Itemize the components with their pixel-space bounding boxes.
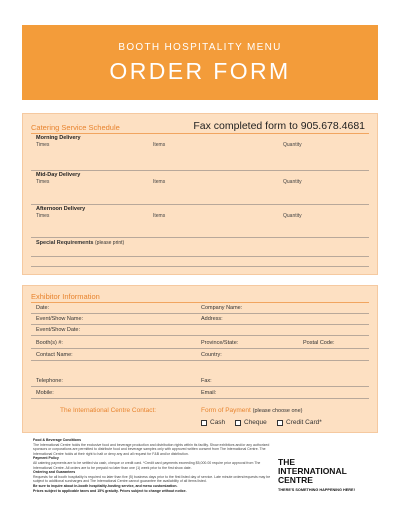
company-name-label: Company Name: bbox=[201, 305, 243, 311]
fax-label: Fax: bbox=[201, 378, 212, 384]
credit-card-option[interactable]: Credit Card* bbox=[277, 419, 322, 426]
terms-and-conditions bbox=[33, 438, 273, 493]
catering-schedule-panel bbox=[22, 113, 378, 275]
items-column-label: Items bbox=[153, 142, 166, 148]
form-header bbox=[22, 25, 378, 100]
country-label: Country: bbox=[201, 352, 222, 358]
cash-option[interactable]: Cash bbox=[201, 419, 225, 426]
cheque-checkbox[interactable] bbox=[235, 420, 241, 426]
terms-text: All catering payments are to be settled via cash, cheque or credit card. *Credit card payments exceeding $5,000.00 require prior approval from The International Centre. All orders are to be prepaid no later than one (1) week prior to the first show date. bbox=[33, 460, 261, 470]
province-label: Province/State: bbox=[201, 340, 239, 346]
terms-text: The International Centre holds the exclusive food and beverage production and distribution rights within its facility. Show exhibitors and/or any authorized sponsors or corporations are permitted to distribute food and beverage samples only with approved written consent from The International Centre. The International Centre holds at their right to halt or deny any and all request for F&B and/or distribution. bbox=[33, 442, 270, 456]
telephone-label: Telephone: bbox=[36, 378, 63, 384]
morning-delivery-line[interactable] bbox=[31, 170, 369, 171]
telephone-fax-field[interactable] bbox=[31, 386, 369, 387]
morning-delivery-label: Morning Delivery bbox=[36, 135, 81, 141]
quantity-column-label: Quantity bbox=[283, 142, 302, 148]
contact-country-field[interactable] bbox=[31, 360, 369, 361]
logo-line-1: THE bbox=[278, 457, 295, 467]
exhibitor-section-title: Exhibitor Information bbox=[31, 292, 100, 301]
mobile-email-field[interactable] bbox=[31, 398, 369, 399]
event-date-label: Event/Show Date: bbox=[36, 327, 81, 333]
items-column-label: Items bbox=[153, 213, 166, 219]
midday-delivery-line[interactable] bbox=[31, 204, 369, 205]
payment-note: (please choose one) bbox=[252, 408, 303, 414]
date-label: Date: bbox=[36, 305, 50, 311]
terms-text: Requests for all booth hospitality is required no later than five (5) business days prior to the first listed day of service. Late minute orders/requests may be subject to additional surcharges and The International Centre cannot guarantee the availability of all items listed. bbox=[33, 474, 271, 484]
afternoon-delivery-line[interactable] bbox=[31, 237, 369, 238]
date-company-field[interactable] bbox=[31, 313, 369, 314]
times-column-label: Times bbox=[36, 213, 50, 219]
logo-tagline: THERE'S SOMETHING HAPPENING HERE! bbox=[278, 488, 355, 492]
logo-line-2: INTERNATIONAL bbox=[278, 466, 347, 476]
times-column-label: Times bbox=[36, 179, 50, 185]
logo-line-3: CENTRE bbox=[278, 475, 313, 485]
terms-heading: Payment Policy bbox=[33, 456, 59, 461]
special-requirements-label: Special Requirements (please print) bbox=[36, 240, 125, 246]
terms-text: Be sure to inquire about in-booth hospitality-hosting service, and menu customization. bbox=[33, 483, 178, 488]
section-divider bbox=[31, 133, 369, 134]
event-date-field[interactable] bbox=[31, 335, 369, 336]
items-column-label: Items bbox=[153, 179, 166, 185]
terms-heading: Food & Beverage Conditions bbox=[33, 438, 82, 442]
special-requirements-line-2[interactable] bbox=[31, 266, 369, 267]
form-title: ORDER FORM bbox=[109, 58, 291, 84]
booth-province-postal-field[interactable] bbox=[31, 348, 369, 349]
special-requirements-note: (please print) bbox=[95, 240, 125, 246]
cash-checkbox[interactable] bbox=[201, 420, 207, 426]
postal-code-label: Postal Code: bbox=[303, 340, 335, 346]
section-divider bbox=[31, 302, 369, 303]
international-centre-logo bbox=[278, 458, 368, 492]
midday-delivery-label: Mid-Day Delivery bbox=[36, 172, 81, 178]
terms-heading: Ordering and Guarantees bbox=[33, 470, 76, 475]
quantity-column-label: Quantity bbox=[283, 179, 302, 185]
afternoon-delivery-label: Afternoon Delivery bbox=[36, 206, 86, 212]
credit-card-checkbox[interactable] bbox=[277, 420, 283, 426]
payment-form-label: Form of Payment (please choose one) bbox=[201, 407, 303, 414]
address-label: Address: bbox=[201, 316, 223, 322]
event-name-label: Event/Show Name: bbox=[36, 316, 84, 322]
centre-contact-label: The International Centre Contact: bbox=[60, 407, 157, 414]
times-column-label: Times bbox=[36, 142, 50, 148]
fax-instruction: Fax completed form to 905.678.4681 bbox=[193, 120, 365, 132]
catering-section-title: Catering Service Schedule bbox=[31, 123, 120, 132]
mobile-label: Mobile: bbox=[36, 390, 54, 396]
special-requirements-line-1[interactable] bbox=[31, 256, 369, 257]
quantity-column-label: Quantity bbox=[283, 213, 302, 219]
contact-name-label: Contact Name: bbox=[36, 352, 73, 358]
event-address-field[interactable] bbox=[31, 324, 369, 325]
email-label: Email: bbox=[201, 390, 217, 396]
form-subtitle: BOOTH HOSPITALITY MENU bbox=[118, 42, 282, 53]
booth-number-label: Booth(s) #: bbox=[36, 340, 63, 346]
terms-text: Prices subject to applicable taxes and 15% gratuity. Prices subject to change without notice. bbox=[33, 488, 187, 493]
exhibitor-info-panel bbox=[22, 285, 378, 433]
cheque-option[interactable]: Cheque bbox=[235, 419, 267, 426]
